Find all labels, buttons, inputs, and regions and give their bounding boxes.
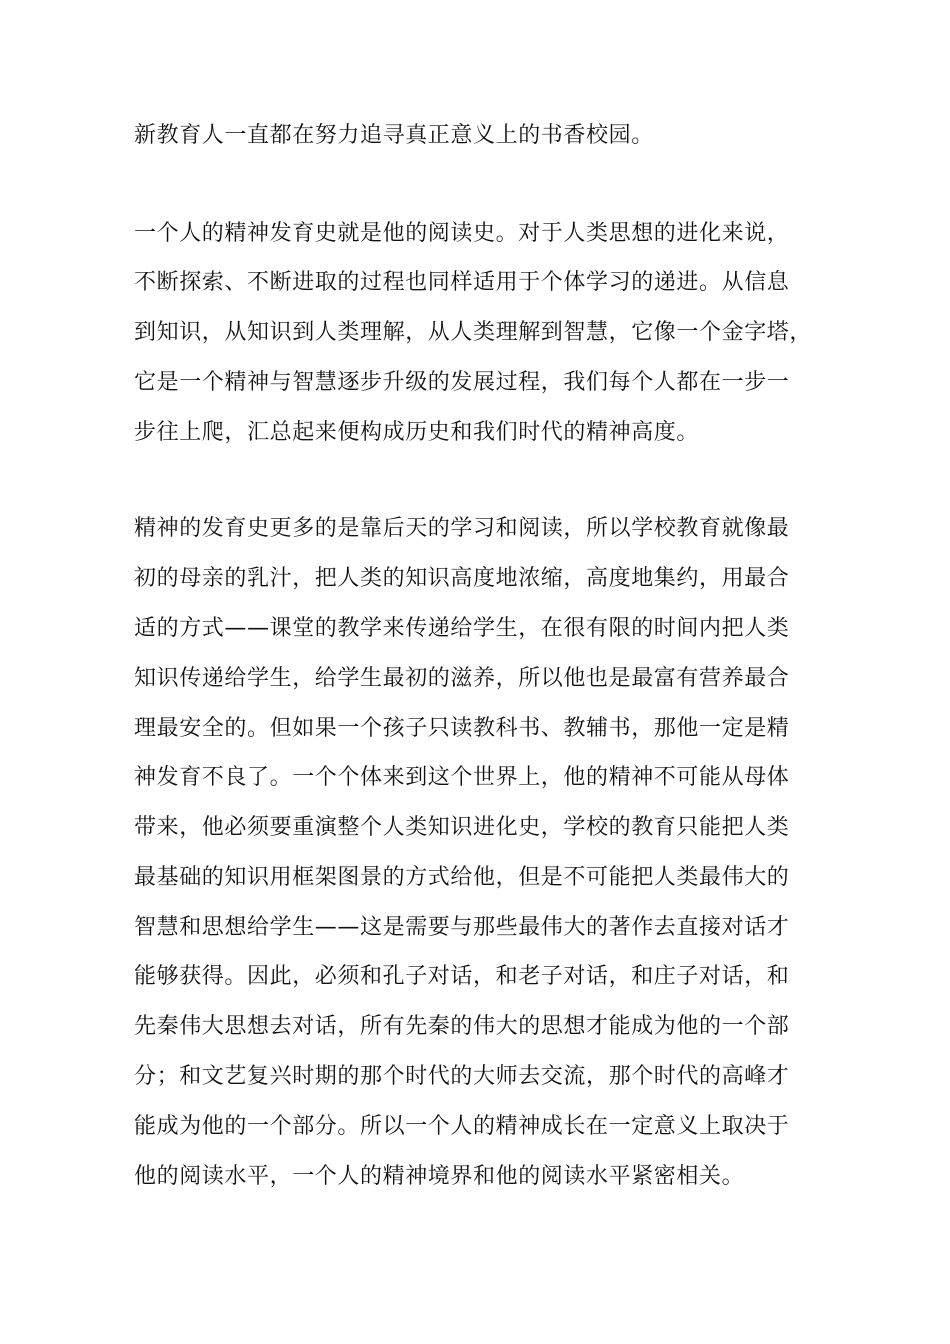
text-line: 能成为他的一个部分。所以一个人的精神成长在一定意义上取决于 [134,1114,790,1139]
text-line: 带来，他必须要重演整个人类知识进化史，学校的教育只能把人类 [134,815,790,840]
text-line: 先秦伟大思想去对话，所有先秦的伟大的思想才能成为他的一个部 [134,1014,790,1039]
text-line: 到知识，从知识到人类理解，从人类理解到智慧，它像一个金字塔， [134,320,813,345]
text-line: 知识传递给学生，给学生最初的滋养，所以他也是最富有营养最合 [134,666,790,691]
text-line: 它是一个精神与智慧逐步升级的发展过程，我们每个人都在一步一 [134,370,790,395]
text-line: 一个人的精神发育史就是他的阅读史。对于人类思想的进化来说， [134,221,790,246]
text-line: 初的母亲的乳汁，把人类的知识高度地浓缩，高度地集约，用最合 [134,566,790,591]
text-line: 理最安全的。但如果一个孩子只读教科书、教辅书，那他一定是精 [134,716,790,741]
text-line: 精神的发育史更多的是靠后天的学习和阅读，所以学校教育就像最 [134,516,790,541]
text-line: 步往上爬，汇总起来便构成历史和我们时代的精神高度。 [134,420,700,445]
text-line: 他的阅读水平，一个人的精神境界和他的阅读水平紧密相关。 [134,1164,745,1189]
text-line: 能够获得。因此，必须和孔子对话，和老子对话，和庄子对话，和 [134,964,790,989]
text-line: 分；和文艺复兴时期的那个时代的大师去交流，那个时代的高峰才 [134,1064,790,1089]
text-line: 新教育人一直都在努力追寻真正意义上的书香校园。 [134,123,654,148]
text-line: 智慧和思想给学生——这是需要与那些最伟大的著作去直接对话才 [134,915,790,940]
text-line: 不断探索、不断进取的过程也同样适用于个体学习的递进。从信息 [134,270,790,295]
text-line: 适的方式——课堂的教学来传递给学生，在很有限的时间内把人类 [134,616,790,641]
text-line: 最基础的知识用框架图景的方式给他，但是不可能把人类最伟大的 [134,865,790,890]
text-line: 神发育不良了。一个个体来到这个世界上，他的精神不可能从母体 [134,765,790,790]
